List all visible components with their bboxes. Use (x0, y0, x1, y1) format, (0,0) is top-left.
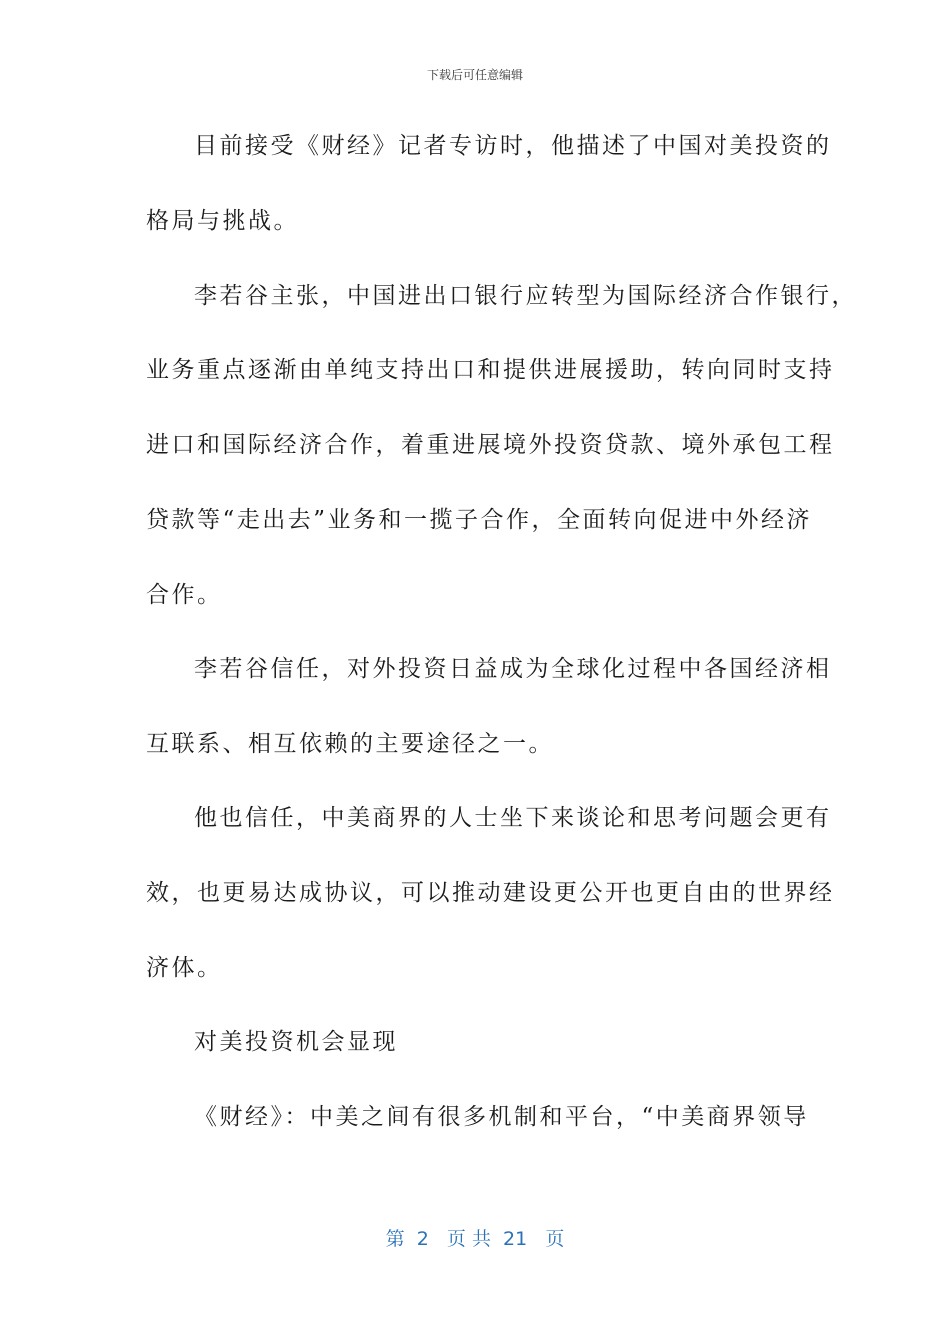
paragraph-line: 他也信任，中美商界的人士坐下来谈论和思考问题会更有 (194, 805, 832, 831)
paragraph-line: 目前接受《财经》记者专访时，他描述了中国对美投资的 (194, 133, 832, 159)
page-header-note: 下载后可任意编辑 (426, 68, 523, 82)
page-number-footer: 第 2 页 共 21 页 (385, 1228, 565, 1250)
paragraph-line: 进口和国际经济合作，着重进展境外投资贷款、境外承包工程 (146, 432, 835, 458)
paragraph-line: 李若谷主张，中国进出口银行应转型为国际经济合作银行， (194, 283, 857, 309)
paragraph-line: 业务重点逐渐由单纯支持出口和提供进展援助，转向同时支持 (146, 357, 835, 383)
paragraph-line: 效，也更易达成协议，可以推动建设更公开也更自由的世界经 (146, 880, 835, 906)
section-heading: 对美投资机会显现 (194, 1029, 398, 1055)
paragraph-line: 李若谷信任，对外投资日益成为全球化过程中各国经济相 (194, 656, 832, 682)
paragraph-line: 互联系、相互依赖的主要途径之一。 (146, 731, 554, 757)
paragraph-line: 格局与挑战。 (146, 208, 299, 234)
paragraph-line: 贷款等“走出去”业务和一揽子合作，全面转向促进中外经济 (146, 507, 813, 533)
paragraph-line: 合作。 (146, 582, 223, 608)
paragraph-line: 《财经》：中美之间有很多机制和平台，“中美商界领导 (194, 1104, 809, 1130)
paragraph-line: 济体。 (146, 955, 223, 981)
